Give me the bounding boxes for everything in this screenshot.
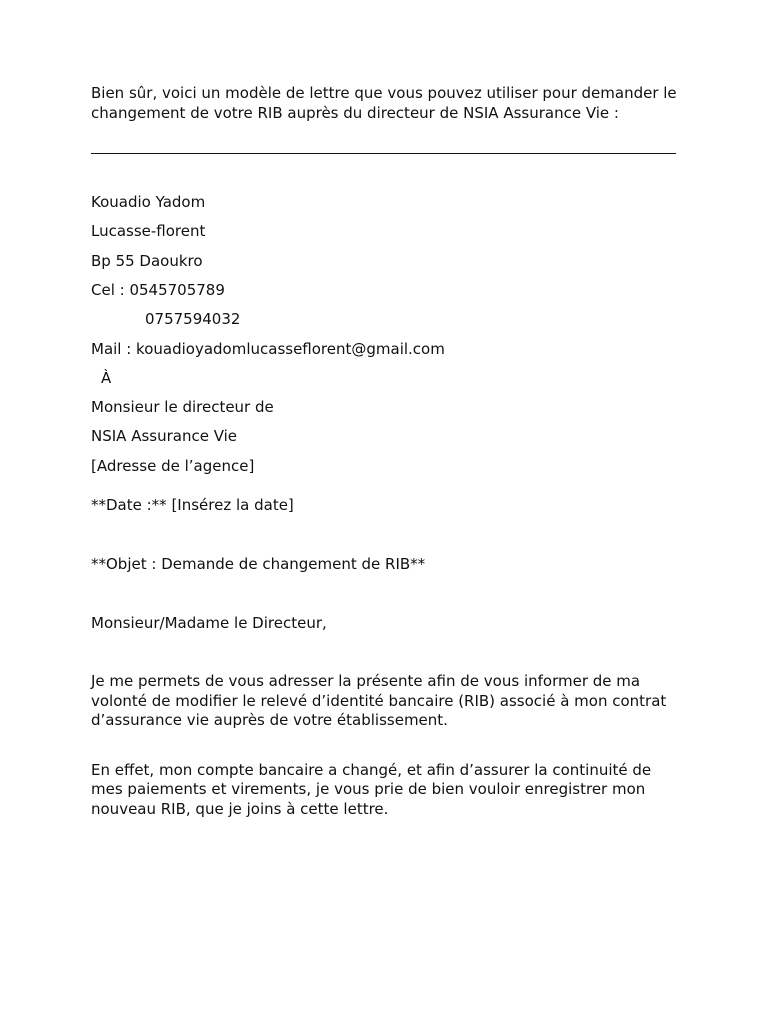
salutation: Monsieur/Madame le Directeur,: [91, 613, 327, 632]
body-paragraph: En effet, mon compte bancaire a changé, et afin d’assurer la continuité de mes paiements et virements, je vous prie de bien vouloir enregistrer mon nouveau RIB, que je joins à cette lettre.: [91, 760, 652, 819]
sender-block: [91, 193, 677, 359]
sender-phone: Cel : 0545705789: [91, 281, 225, 300]
recipient-company: NSIA Assurance Vie: [91, 427, 238, 446]
intro-text: Bien sûr, voici un modèle de lettre que vous pouvez utiliser pour demander le changement de votre RIB auprès du directeur de NSIA Assurance Vie :: [91, 84, 677, 122]
sender-mail: Mail : kouadioyadomlucasseflorent@gmail.com: [91, 339, 445, 358]
sender-phone-second: 0757594032: [145, 310, 241, 329]
recipient-address: [Adresse de l’agence]: [91, 456, 255, 475]
recipient-title: Monsieur le directeur de: [91, 398, 274, 417]
sender-locality: Lucasse-florent: [91, 222, 206, 241]
sender-postal-box: Bp 55 Daoukro: [91, 251, 203, 270]
letter-content: [91, 84, 677, 820]
date-line: **Date :** [Insérez la date]: [91, 496, 294, 515]
horizontal-rule: [91, 153, 676, 154]
recipient-block: [91, 369, 677, 476]
recipient-to: À: [101, 368, 112, 387]
sender-name: Kouadio Yadom: [91, 193, 206, 212]
subject-line: **Objet : Demande de changement de RIB**: [91, 554, 426, 573]
body-paragraph: Je me permets de vous adresser la présente afin de vous informer de ma volonté de modifier le relevé d’identité bancaire (RIB) associé à mon contrat d’assurance vie auprès de votre établissement.: [91, 672, 667, 730]
